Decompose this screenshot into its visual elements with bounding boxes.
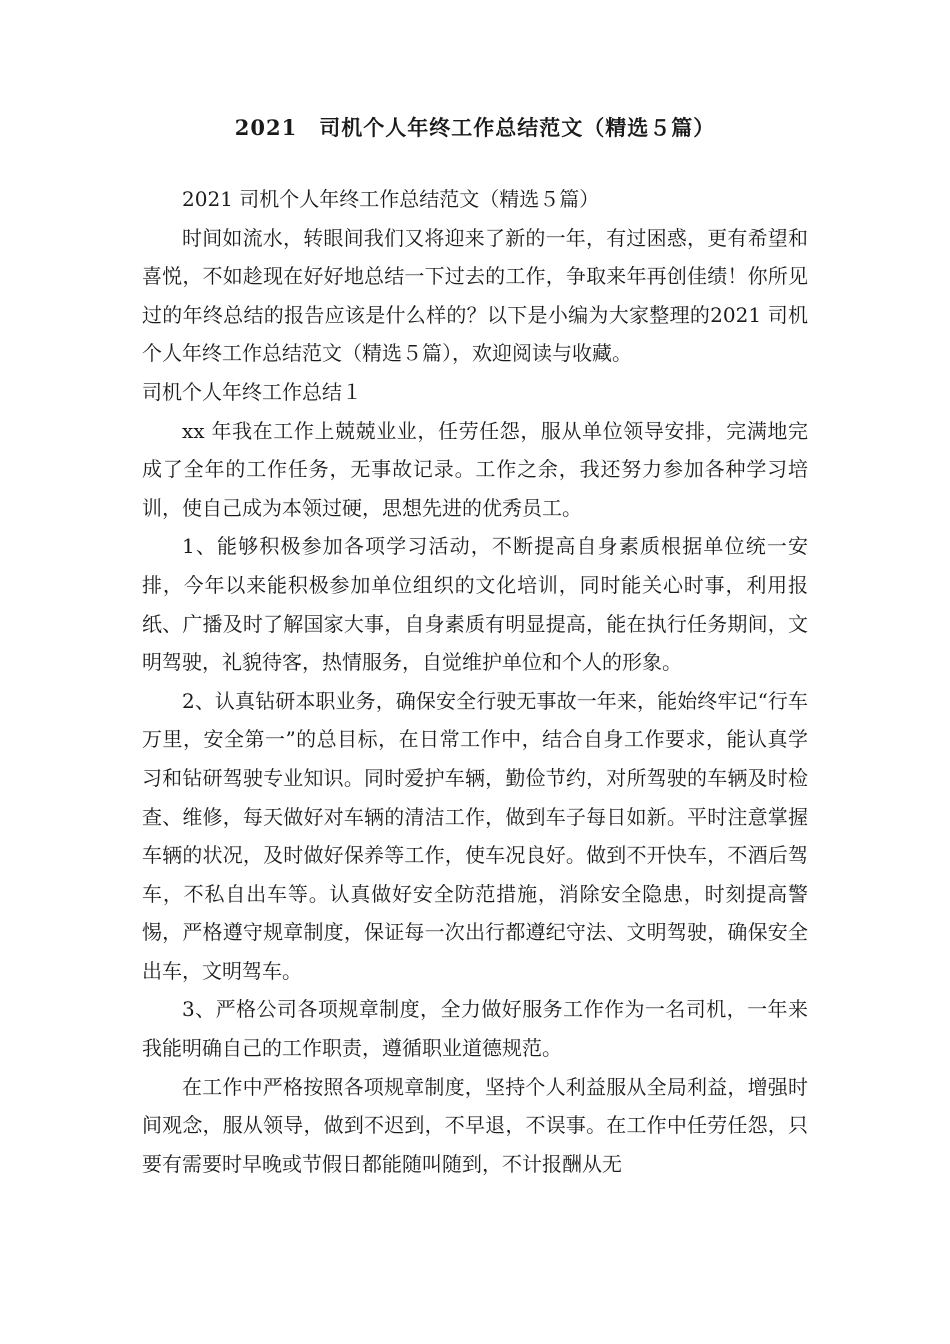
body-paragraph: 2、认真钻研本职业务，确保安全行驶无事故一年来，能始终牢记“行车万里，安全第一”的总目标，在日常工作中，结合自身工作要求，能认真学习和钻研驾驶专业知识。同时爱护车辆，勤俭节约，对所驾驶的车辆及时检查、维修，每天做好对车辆的清洁工作，做到车子每日如新。平时注意掌握车辆的状况，及时做好保养等工作，使车况良好。做到不开快车，不酒后驾车，不私自出车等。认真做好安全防范措施，消除安全隐患，时刻提高警惕，严格遵守规章制度，保证每一次出行都遵纪守法、文明驾驶，确保安全出车，文明驾车。 xyxy=(142,688,808,983)
section-heading: 司机个人年终工作总结１ xyxy=(142,379,362,404)
body-paragraph: xx 年我在工作上兢兢业业，任劳任怨，服从单位领导安排，完满地完成了全年的工作任务，无事故记录。工作之余，我还努力参加各种学习培训，使自己成为本领过硬，思想先进的优秀员工。 xyxy=(142,418,808,520)
subtitle-paragraph: 2021 司机个人年终工作总结范文（精选５篇） xyxy=(182,187,600,211)
body-paragraph: 在工作中严格按照各项规章制度，坚持个人利益服从全局利益，增强时间观念，服从领导，做到不迟到，不早退，不误事。在工作中任劳任怨，只要有需要时早晚或节假日都能随叫随到，不计报酬从无 xyxy=(142,1074,808,1176)
body-paragraph: 1、能够积极参加各项学习活动，不断提高自身素质根据单位统一安排，今年以来能积极参加单位组织的文化培训，同时能关心时事，利用报纸、广播及时了解国家大事，自身素质有明显提高，能在执行任务期间，文明驾驶，礼貌待客，热情服务，自觉维护单位和个人的形象。 xyxy=(142,534,808,675)
document-title: 2021 司机个人年终工作总结范文（精选５篇） xyxy=(234,115,716,140)
intro-paragraph: 时间如流水，转眼间我们又将迎来了新的一年，有过困惑，更有希望和喜悦，不如趁现在好好地总结一下过去的工作，争取来年再创佳绩！你所见过的年终总结的报告应该是什么样的？以下是小编为大家整理的2021 司机个人年终工作总结范文（精选５篇），欢迎阅读与收藏。 xyxy=(142,225,808,366)
body-paragraph: 3、严格公司各项规章制度，全力做好服务工作作为一名司机，一年来我能明确自己的工作职责，遵循职业道德规范。 xyxy=(142,997,808,1061)
